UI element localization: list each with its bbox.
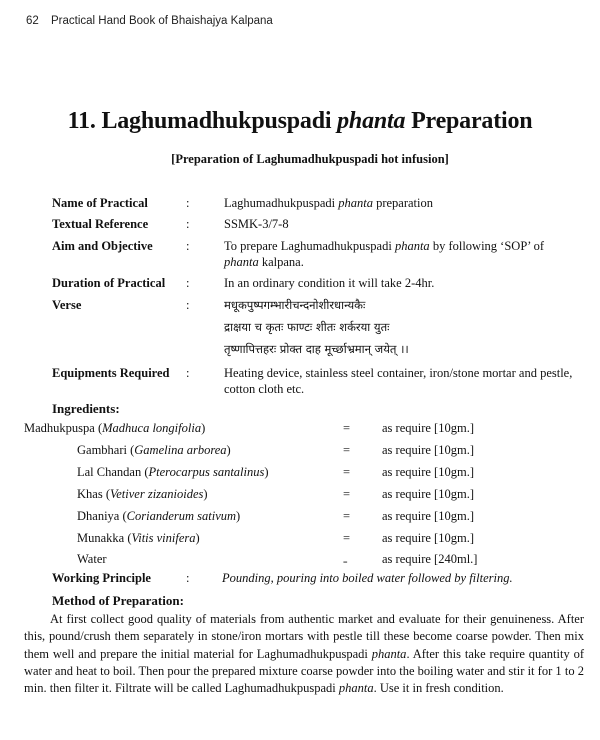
field-colon: :	[186, 217, 190, 231]
ingredient-quantity: as require [10gm.]	[382, 421, 474, 435]
ingredient-equals: =	[343, 531, 351, 545]
ingredient-equals: =	[343, 465, 351, 479]
ingredient-quantity: as require [10gm.]	[382, 443, 474, 457]
ingredient-name: Lal Chandan (Pterocarpus santalinus)	[77, 465, 269, 479]
ingredient-row	[0, 530, 600, 546]
ingredient-name: Dhaniya (Corianderum sativum)	[77, 509, 241, 523]
field-colon: :	[186, 239, 190, 253]
chapter-title-text-end: Preparation	[405, 108, 533, 134]
field-value: Laghumadhukpuspadi phanta preparation	[224, 196, 433, 210]
ingredient-equals: =	[343, 443, 351, 457]
verse-line: तृष्णापित्तहरः प्रोक्त दाह मूर्च्छाभ्रमान् जयेत् ।।	[224, 342, 409, 356]
ingredient-name: Gambhari (Gamelina arborea)	[77, 443, 231, 457]
book-title: Practical Hand Book of Bhaishajya Kalpana	[51, 15, 273, 27]
ingredient-name: Water	[77, 552, 107, 566]
running-head	[26, 15, 273, 27]
working-principle-value: Pounding, pouring into boiled water followed by filtering.	[222, 571, 513, 585]
ingredient-equals: =	[343, 487, 351, 501]
field-colon: :	[186, 298, 190, 312]
ingredient-quantity: as require [10gm.]	[382, 487, 474, 501]
method-paragraph: At first collect good quality of materials from authentic market and evaluate for their genuineness. After this, pound/crush them separately in stone/iron mortars with pestle till these become coarse powder. Then mix them well and prepare the initial material for Laghumadhukpuspadi phanta. After this take require quantity of water and heat to boil. Then pour the prepared mixture coarse powder into the boiling water and stir it for 1 to 2 min. then filter it. Filtrate will be called Laghumadhukpuspadi phanta. Use it in fresh condition.	[24, 612, 584, 696]
ingredient-equals: =	[343, 421, 351, 435]
ingredient-row	[0, 442, 600, 458]
chapter-title	[0, 108, 600, 135]
field-colon: :	[186, 196, 190, 210]
ingredient-name: Madhukpuspa (Madhuca longifolia)	[24, 421, 206, 435]
field-colon: :	[186, 276, 190, 290]
chapter-title-text: 11. Laghumadhukpuspadi	[67, 108, 338, 134]
chapter-title-italic: phanta	[337, 108, 406, 134]
verse-line: द्राक्षया च कृतः फाण्टः शीतः शर्करया युतः	[224, 320, 390, 334]
field-colon: :	[186, 366, 190, 380]
ingredient-equals: =	[343, 509, 351, 523]
ingredient-row	[24, 420, 572, 436]
verse-line: मधूकपुष्पगम्भारीचन्दनोशीरधान्यकैः	[224, 298, 366, 312]
working-principle-label: Working Principle	[52, 571, 151, 585]
chapter-subtitle: [Preparation of Laghumadhukpuspadi hot infusion]	[171, 152, 449, 166]
ingredient-equals: =	[343, 558, 348, 567]
field-value: To prepare Laghumadhukpuspadi phanta by following ‘SOP’ of phanta kalpana.	[224, 239, 545, 269]
field-label: Name of Practical	[52, 196, 148, 210]
ingredient-name: Khas (Vetiver zizanioides)	[77, 487, 208, 501]
field-label: Verse	[52, 298, 82, 312]
ingredient-row	[0, 508, 600, 524]
ingredient-row	[0, 551, 600, 567]
field-label: Textual Reference	[52, 217, 149, 231]
ingredient-quantity: as require [10gm.]	[382, 531, 474, 545]
ingredients-heading: Ingredients:	[52, 401, 120, 416]
field-value: Heating device, stainless steel container, iron/stone mortar and pestle, cotton cloth etc.	[224, 366, 573, 396]
ingredient-row	[0, 464, 600, 480]
ingredient-row	[0, 486, 600, 502]
field-label: Equipments Required	[52, 366, 170, 380]
working-principle-colon: :	[186, 571, 190, 585]
page-number: 62	[26, 15, 39, 27]
field-value: SSMK-3/7-8	[224, 217, 289, 231]
field-label: Duration of Practical	[52, 276, 166, 290]
ingredient-quantity: as require [10gm.]	[382, 465, 474, 479]
method-heading: Method of Preparation:	[52, 593, 184, 608]
verse-block	[224, 297, 584, 363]
field-label: Aim and Objective	[52, 239, 153, 253]
ingredient-quantity: as require [240ml.]	[382, 552, 478, 566]
ingredient-name: Munakka (Vitis vinifera)	[77, 531, 200, 545]
ingredient-quantity: as require [10gm.]	[382, 509, 474, 523]
field-value: In an ordinary condition it will take 2-4hr.	[224, 276, 435, 290]
